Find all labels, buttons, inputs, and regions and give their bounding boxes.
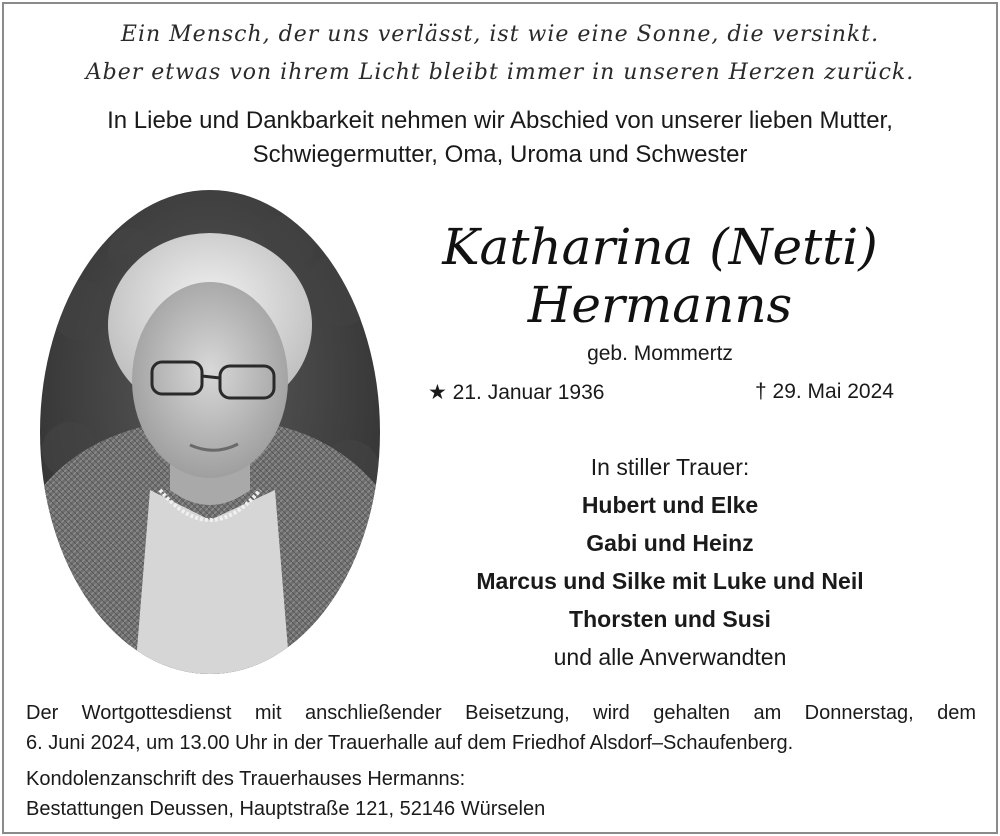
portrait-photo: [40, 190, 380, 674]
quote-line-1: Ein Mensch, der uns verlässt, ist wie eine Sonne, die versinkt.: [120, 22, 880, 47]
quote-line-2: Aber etwas von ihrem Licht bleibt immer in unseren Herzen zurück.: [85, 60, 915, 85]
birth-date-row: [428, 380, 604, 405]
intro-line-1: In Liebe und Dankbarkeit nehmen wir Abschied von unserer lieben Mutter,: [107, 107, 893, 134]
condolence-line-2: Bestattungen Deussen, Hauptstraße 121, 52146 Würselen: [26, 798, 546, 820]
mourner-name: Gabi und Heinz: [586, 530, 754, 556]
birth-date: 21. Januar 1936: [452, 381, 605, 404]
service-line-2: 6. Juni 2024, um 13.00 Uhr in der Trauerhalle auf dem Friedhof Alsdorf–Schaufenberg.: [26, 732, 794, 754]
service-info: [26, 698, 976, 758]
mourners-heading: In stiller Trauer:: [590, 454, 750, 480]
intro-line-2: Schwiegermutter, Oma, Uroma und Schwester: [252, 141, 748, 168]
deceased-first-name: Katharina (Netti): [442, 218, 878, 276]
condolence-line-1: Kondolenzanschrift des Trauerhauses Hermanns:: [26, 768, 466, 790]
deceased-last-name: Hermanns: [527, 276, 793, 334]
death-cross-icon: †: [755, 380, 767, 403]
mourner-name: Thorsten und Susi: [569, 606, 771, 632]
condolence-address: [26, 764, 976, 824]
death-date: 29. Mai 2024: [772, 380, 894, 403]
mourners-closing: und alle Anverwandten: [553, 644, 787, 670]
birth-star-icon: ★: [428, 381, 447, 404]
death-date-row: [755, 380, 894, 404]
birth-name: geb. Mommertz: [587, 342, 733, 365]
mourner-name: Hubert und Elke: [581, 492, 759, 518]
mourners-block: [410, 448, 930, 676]
mourner-name: Marcus und Silke mit Luke und Neil: [476, 568, 864, 594]
service-line-1: Der Wortgottesdienst mit anschließender Beisetzung, wird gehalten am Donnerstag, dem: [26, 702, 976, 724]
